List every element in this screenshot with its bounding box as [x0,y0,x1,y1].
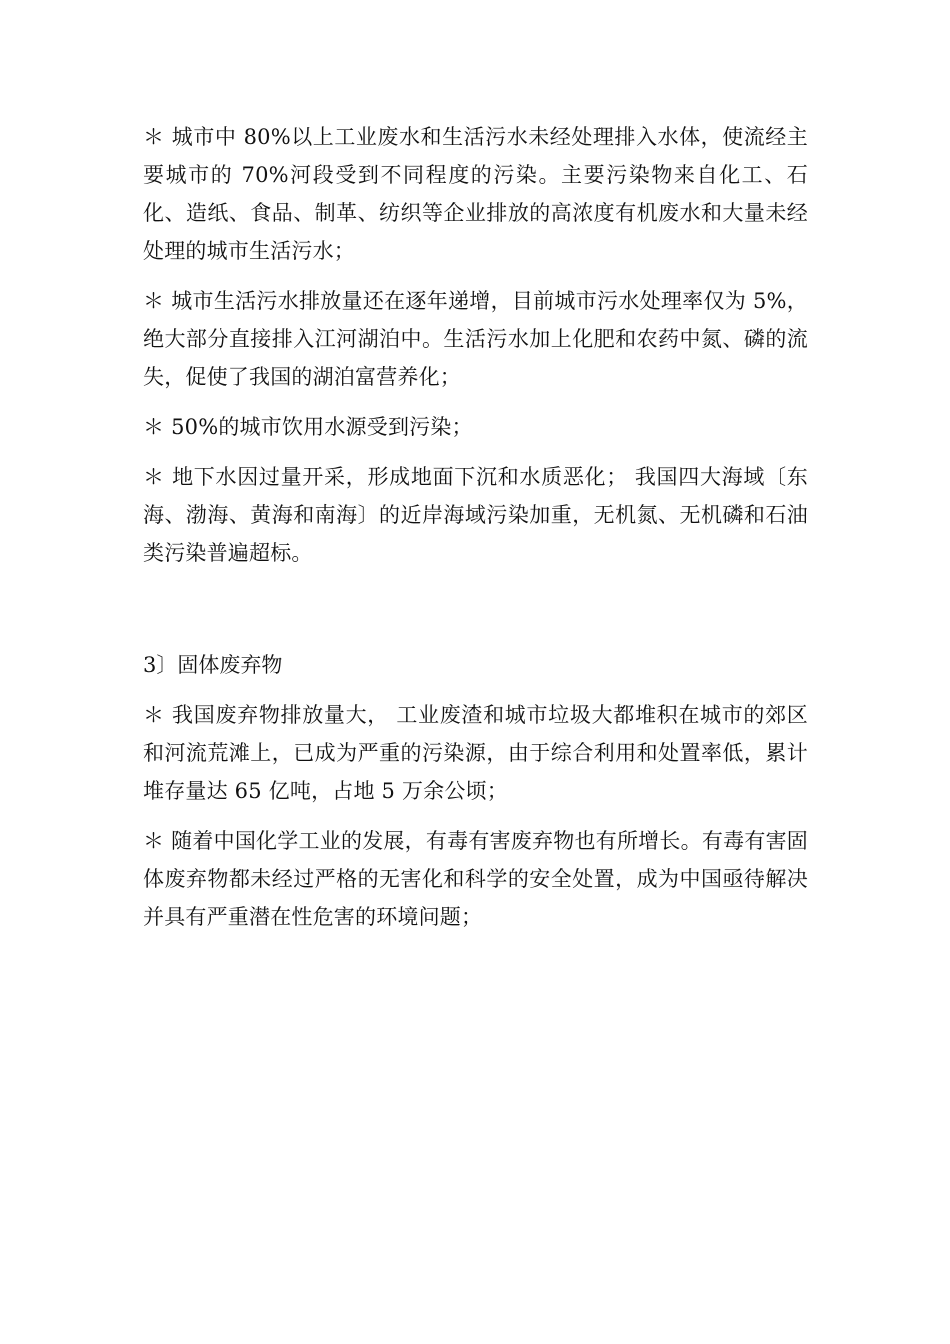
paragraph-waste-discharge: ＊ 我国废弃物排放量大， 工业废渣和城市垃圾大都堆积在城市的郊区和河流荒滩上，已成为严重的污染源，由于综合利用和处置率低，累计堆存量达 65 亿吨，占地 5 万余公顷； [143,703,808,803]
section-heading-solid-waste: 3〕固体废弃物 [143,653,283,677]
paragraph-groundwater-seas: ＊ 地下水因过量开采，形成地面下沉和水质恶化； 我国四大海域〔东海、渤海、黄海和南海〕的近岸海域污染加重，无机氮、无机磷和石油类污染普遍超标。 [143,465,808,565]
paragraph-hazardous-waste: ＊ 随着中国化学工业的发展，有毒有害废弃物也有所增长。有毒有害固体废弃物都未经过严格的无害化和科学的安全处置，成为中国亟待解决并具有严重潜在性危害的环境问题； [143,829,808,929]
document-body [143,118,808,936]
paragraph-industrial-wastewater: ＊ 城市中 80%以上工业废水和生活污水未经处理排入水体，使流经主要城市的 70%河段受到不同程度的污染。主要污染物来自化工、石化、造纸、食品、制革、纺织等企业排放的高浓度有机废水和大量未经处理的城市生活污水； [143,125,808,263]
paragraph-domestic-sewage: ＊ 城市生活污水排放量还在逐年递增，目前城市污水处理率仅为 5%，绝大部分直接排入江河湖泊中。生活污水加上化肥和农药中氮、磷的流失，促使了我国的湖泊富营养化； [143,289,808,389]
paragraph-drinking-water: ＊ 50%的城市饮用水源受到污染； [143,415,473,439]
